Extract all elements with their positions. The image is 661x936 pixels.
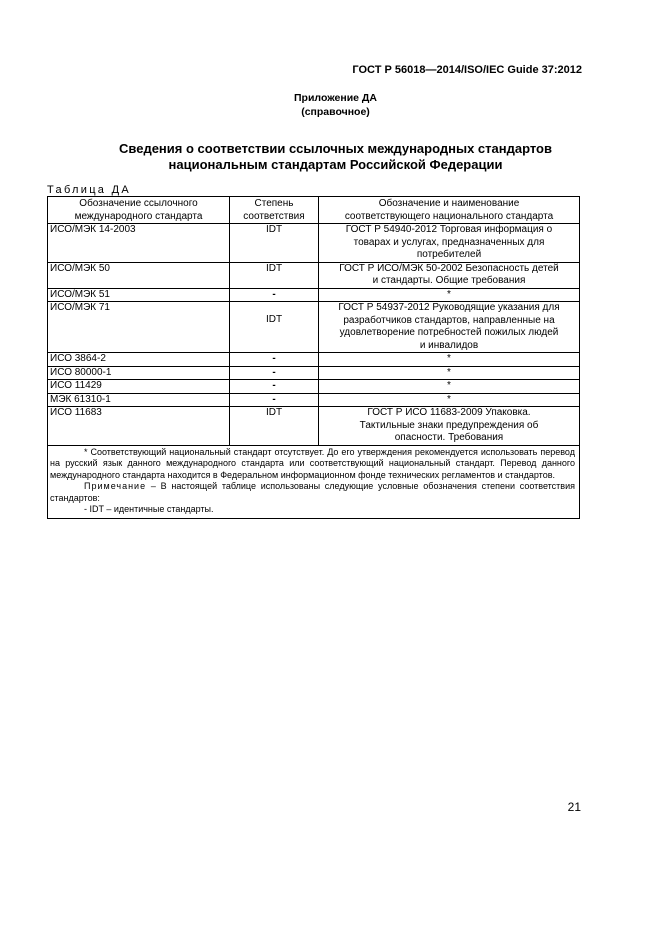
row-national bbox=[319, 393, 580, 407]
row-reference: ИСО/МЭК 14-2003 bbox=[48, 224, 230, 263]
row-reference: ИСО/МЭК 51 bbox=[48, 288, 230, 302]
row-national bbox=[319, 302, 580, 353]
row-national-line: товарах и услугах, предназначенных для bbox=[353, 236, 545, 248]
table-caption: Таблица ДА bbox=[47, 184, 131, 196]
table-row bbox=[48, 288, 580, 302]
section-title bbox=[0, 141, 661, 173]
table-row bbox=[48, 262, 580, 288]
header-col1-line2: международного стандарта bbox=[74, 210, 203, 222]
row-degree: IDT bbox=[230, 262, 319, 288]
table-header-row bbox=[48, 197, 580, 224]
row-national-line: потребителей bbox=[416, 249, 482, 260]
row-degree bbox=[230, 302, 319, 353]
row-reference: ИСО 80000-1 bbox=[48, 366, 230, 380]
table-note bbox=[50, 481, 575, 504]
row-national-line: опасности. Требования bbox=[394, 432, 504, 443]
table-notes-row bbox=[48, 445, 580, 518]
section-title-line-2: национальным стандартам Российской Федерации bbox=[168, 157, 503, 172]
row-national-line: * bbox=[447, 393, 451, 405]
row-national bbox=[319, 262, 580, 288]
row-degree: - bbox=[230, 288, 319, 302]
row-reference: ИСО 11429 bbox=[48, 380, 230, 394]
document-header: ГОСТ Р 56018—2014/ISO/IEC Guide 37:2012 bbox=[352, 64, 582, 76]
table-row bbox=[48, 407, 580, 446]
row-national-line: * bbox=[447, 366, 451, 378]
row-degree: IDT bbox=[230, 224, 319, 263]
row-reference: МЭК 61310-1 bbox=[48, 393, 230, 407]
row-national bbox=[319, 380, 580, 394]
table-footnote: * Соответствующий национальный стандарт отсутствует. До его утверждения рекомендуется использовать перевод на русский язык данного международного стандарта или соответствующий национальный стандарт. Перевод данного международного стандарта находится в Федеральном информационном фонде технических регламентов и стандартов. bbox=[50, 446, 575, 480]
row-national-line: * bbox=[447, 380, 451, 391]
row-national bbox=[319, 366, 580, 380]
row-national-line: * bbox=[447, 353, 451, 364]
row-national bbox=[319, 353, 580, 367]
row-reference: ИСО 3864-2 bbox=[48, 353, 230, 367]
table-row bbox=[48, 224, 580, 263]
row-reference: ИСО/МЭК 50 bbox=[48, 262, 230, 288]
table-row bbox=[48, 353, 580, 367]
row-degree: - bbox=[230, 393, 319, 407]
appendix-title: Приложение ДА bbox=[294, 92, 377, 104]
note-label: Примечание bbox=[84, 481, 147, 491]
header-col2-line1: Степень bbox=[254, 198, 294, 209]
note-text: – В настоящей таблице использованы следующие условные обозначения степени соответствия стандартов: bbox=[50, 481, 575, 503]
row-degree-value: IDT bbox=[265, 314, 283, 325]
row-degree: IDT bbox=[230, 407, 319, 446]
note-item: - IDT – идентичные стандарты. bbox=[84, 504, 214, 514]
table-row bbox=[48, 393, 580, 407]
row-national-line: ГОСТ Р 54940-2012 Торговая информация о bbox=[345, 224, 553, 235]
header-degree bbox=[230, 197, 319, 224]
row-national-line: удовлетворение потребностей пожилых людей bbox=[339, 327, 559, 338]
row-national-line: и стандарты. Общие требования bbox=[372, 275, 526, 286]
header-col1-line1: Обозначение ссылочного bbox=[79, 198, 198, 209]
correspondence-table bbox=[47, 196, 580, 519]
row-national-line: ГОСТ Р ИСО 11683-2009 Упаковка. bbox=[367, 407, 531, 418]
table-row bbox=[48, 366, 580, 380]
row-national-line: и инвалидов bbox=[419, 339, 479, 351]
header-national-standard bbox=[319, 197, 580, 224]
table-row bbox=[48, 380, 580, 394]
row-national-line: Тактильные знаки предупреждения об bbox=[359, 419, 539, 431]
table-notes bbox=[48, 445, 580, 518]
appendix-subtitle: (справочное) bbox=[301, 106, 370, 118]
row-reference: ИСО/МЭК 71 bbox=[48, 302, 230, 353]
appendix-heading bbox=[0, 91, 661, 119]
table-row bbox=[48, 302, 580, 353]
row-national-line: ГОСТ Р 54937-2012 Руководящие указания для bbox=[338, 302, 560, 313]
row-degree: - bbox=[230, 353, 319, 367]
header-reference-standard bbox=[48, 197, 230, 224]
row-degree: - bbox=[230, 380, 319, 394]
row-national-line: ГОСТ Р ИСО/МЭК 50-2002 Безопасность детей bbox=[339, 262, 559, 274]
row-reference: ИСО 11683 bbox=[48, 407, 230, 446]
row-national bbox=[319, 407, 580, 446]
row-national bbox=[319, 288, 580, 302]
page-number: 21 bbox=[567, 800, 581, 814]
row-national bbox=[319, 224, 580, 263]
section-title-line-1: Сведения о соответствии ссылочных международных стандартов bbox=[119, 141, 552, 156]
row-degree: - bbox=[230, 366, 319, 380]
row-national-line: * bbox=[447, 288, 451, 300]
header-col2-line2: соответствия bbox=[243, 210, 305, 222]
header-col3-line2: соответствующего национального стандарта bbox=[344, 210, 554, 222]
header-col3-line1: Обозначение и наименование bbox=[378, 198, 520, 209]
row-national-line: разработчиков стандартов, направленные на bbox=[343, 314, 555, 326]
